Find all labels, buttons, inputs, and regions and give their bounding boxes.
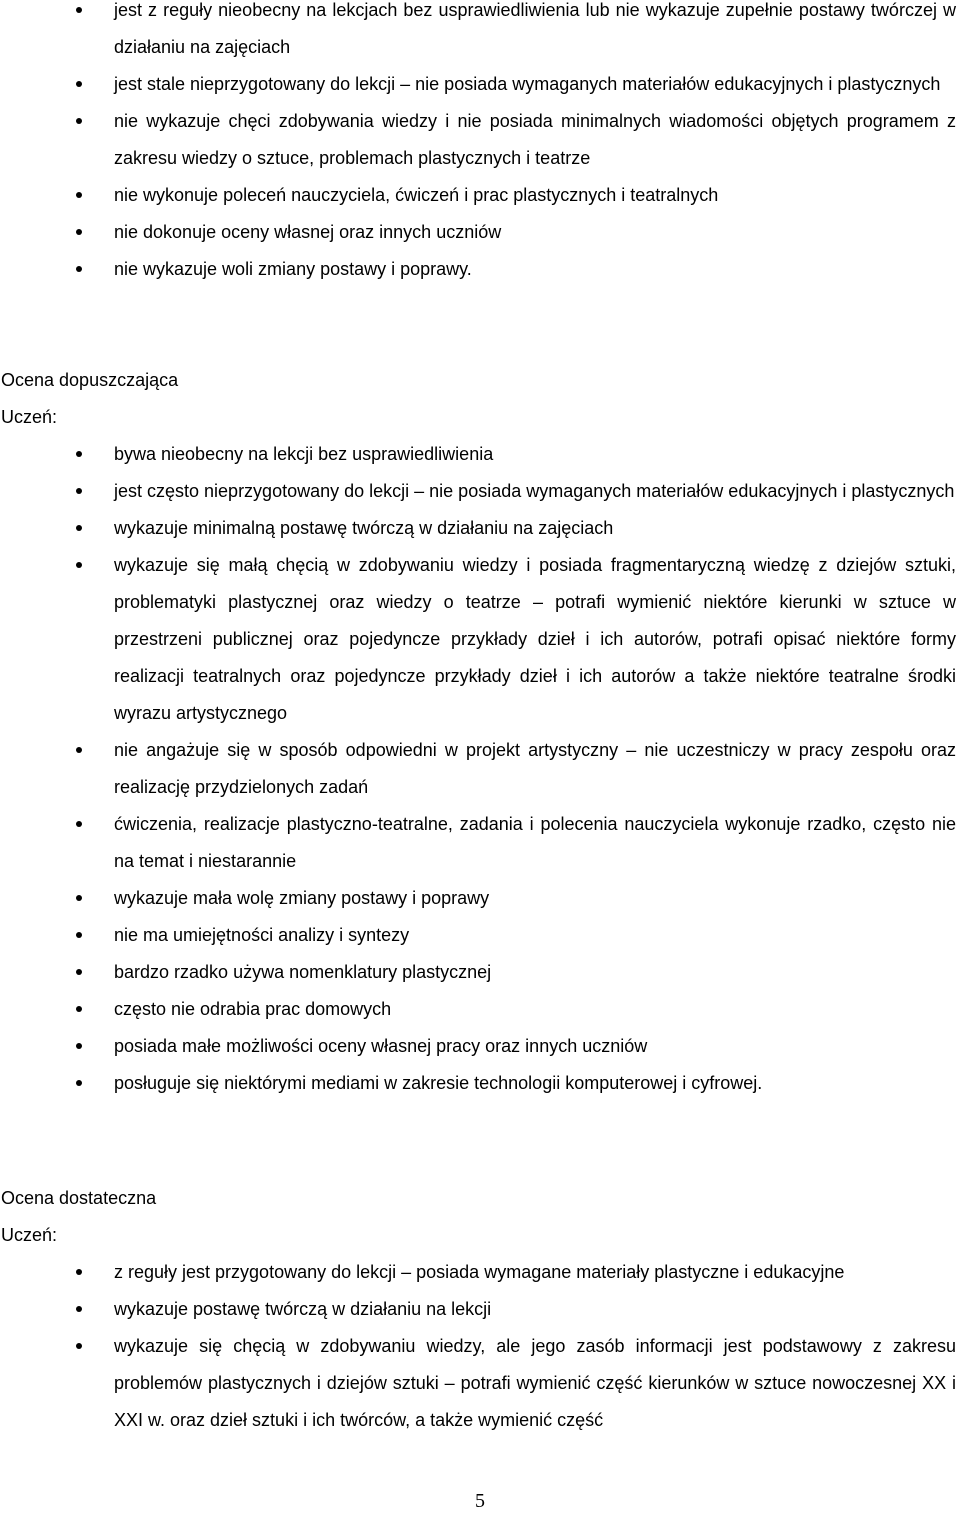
list-item: bardzo rzadko używa nomenklatury plastycznej xyxy=(0,954,960,991)
list-item: ćwiczenia, realizacje plastyczno-teatralne, zadania i polecenia nauczyciela wykonuje rzadko, często nie na temat i niestarannie xyxy=(0,806,960,880)
list-item: z reguły jest przygotowany do lekcji – posiada wymagane materiały plastyczne i edukacyjne xyxy=(0,1254,960,1291)
list-item: jest stale nieprzygotowany do lekcji – nie posiada wymaganych materiałów edukacyjnych i plastycznych xyxy=(0,66,960,103)
criteria-list-dostateczna xyxy=(0,1254,960,1439)
list-item: jest często nieprzygotowany do lekcji – nie posiada wymaganych materiałów edukacyjnych i plastycznych xyxy=(0,473,960,510)
list-item: nie dokonuje oceny własnej oraz innych uczniów xyxy=(0,214,960,251)
section-subheading: Uczeń: xyxy=(1,407,58,427)
list-item: nie wykonuje poleceń nauczyciela, ćwiczeń i prac plastycznych i teatralnych xyxy=(0,177,960,214)
list-item: nie wykazuje woli zmiany postawy i poprawy. xyxy=(0,251,960,288)
section-heading-dostateczna: Ocena dostateczna xyxy=(1,1188,157,1208)
list-item: nie wykazuje chęci zdobywania wiedzy i nie posiada minimalnych wiadomości objętych programem z zakresu wiedzy o sztuce, problemach plastycznych i teatrze xyxy=(0,103,960,177)
list-item: nie angażuje się w sposób odpowiedni w projekt artystyczny – nie uczestniczy w pracy zespołu oraz realizację przydzielonych zadań xyxy=(0,732,960,806)
list-item: posługuje się niektórymi mediami w zakresie technologii komputerowej i cyfrowej. xyxy=(0,1065,960,1102)
list-item: wykazuje mała wolę zmiany postawy i poprawy xyxy=(0,880,960,917)
list-item: nie ma umiejętności analizy i syntezy xyxy=(0,917,960,954)
section-heading-dopuszczajaca: Ocena dopuszczająca xyxy=(1,370,179,390)
section-subheading: Uczeń: xyxy=(1,1225,58,1245)
criteria-list-fail xyxy=(0,0,960,288)
list-item: bywa nieobecny na lekcji bez usprawiedliwienia xyxy=(0,436,960,473)
list-item: wykazuje się małą chęcią w zdobywaniu wiedzy i posiada fragmentaryczną wiedzę z dziejów sztuki, problematyki plastycznej oraz wiedzy o teatrze – potrafi wymienić niektóre kierunki w sztuce w przestrzeni publicznej oraz pojedyncze przykłady dzieł i ich autorów, potrafi opisać niektóre formy realizacji teatralnych oraz pojedyncze przykłady dzieł i ich autorów a także niektóre teatralne środki wyrazu artystycznego xyxy=(0,547,960,732)
list-item: wykazuje postawę twórczą w działaniu na lekcji xyxy=(0,1291,960,1328)
list-item: często nie odrabia prac domowych xyxy=(0,991,960,1028)
list-item: posiada małe możliwości oceny własnej pracy oraz innych uczniów xyxy=(0,1028,960,1065)
page-number: 5 xyxy=(475,1490,485,1512)
criteria-list-dopuszczajaca xyxy=(0,436,960,1102)
list-item: jest z reguły nieobecny na lekcjach bez usprawiedliwienia lub nie wykazuje zupełnie postawy twórczej w działaniu na zajęciach xyxy=(0,0,960,66)
list-item: wykazuje minimalną postawę twórczą w działaniu na zajęciach xyxy=(0,510,960,547)
list-item: wykazuje się chęcią w zdobywaniu wiedzy, ale jego zasób informacji jest podstawowy z zakresu problemów plastycznych i dziejów sztuki – potrafi wymienić część kierunków w sztuce nowoczesnej XX i XXI w. oraz dzieł sztuki i ich twórców, a także wymienić część xyxy=(0,1328,960,1439)
